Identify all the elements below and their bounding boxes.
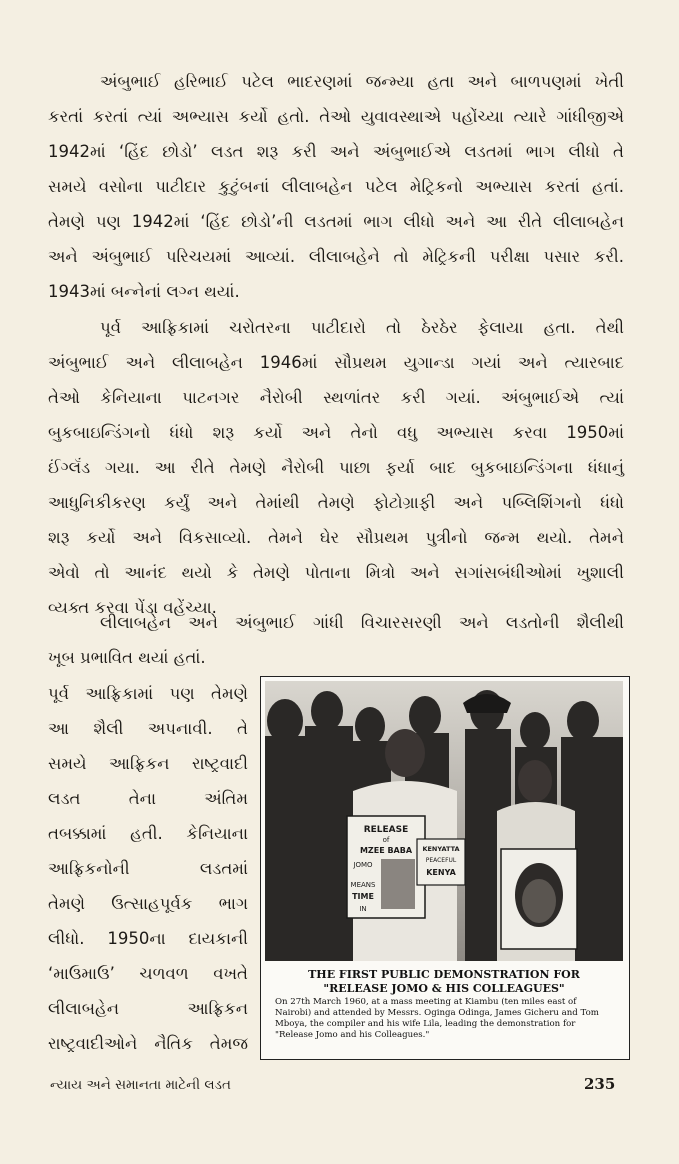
photo-illustration: [265, 681, 623, 961]
paragraph-2: [48, 310, 624, 625]
p2-line-5: આધુનિકીકરણ કર્યું અને તેમાંથી તેમણે ફોટોગ્રાફી અને પબ્લિશિંગનો ધંધો: [48, 493, 624, 512]
page-number: 235: [584, 1075, 616, 1093]
p2-line-3: બુકબાઇન્ડિંગનો ધંધો શરૂ કર્યો અને તેનો વધુ અભ્યાસ કરવા 1950માં: [48, 423, 624, 442]
caption-line-2: Mboya, the compiler and his wife Lila, leading the demonstration for: [275, 1019, 576, 1029]
sign-text-5: TIME: [352, 892, 374, 901]
sign-text-6: IN: [359, 905, 367, 913]
paragraph-3: [48, 605, 624, 675]
p2-line-2: તેઓ કેનિયાના પાટનગર નૈરોબી સ્થળાંતર કરી ગયાં. અંબુભાઈએ ત્યાં: [48, 388, 624, 407]
col-line-7: લીધો. 1950ના દાયકાની: [48, 929, 248, 948]
col-line-8: ‘માઉમાઉ’ ચળવળ વખતે: [48, 964, 248, 983]
caption-line-3: "Release Jomo and his Colleagues.": [275, 1030, 430, 1040]
col-line-1: આ શૈલી અપનાવી. તે: [48, 719, 248, 738]
running-footer-title: ન્યાય અને સમાનતા માટેની લડત: [50, 1077, 231, 1093]
p1-line-6: 1943માં બન્નેનાં લગ્ન થયાં.: [48, 282, 240, 301]
sign-text-1: of: [382, 836, 390, 844]
p1-line-2: 1942માં ‘હિંદ છોડો’ લડત શરૂ કરી અને અંબુભાઈએ લડતમાં ભાગ લીધો તે: [48, 142, 624, 161]
sign-right-text-1: PEACEFUL: [425, 857, 457, 864]
caption-body: [275, 997, 615, 1041]
col-line-5: આફ્રિકનોની લડતમાં: [48, 859, 248, 878]
p2-line-4: ઈંગ્લૅંડ ગયા. આ રીતે તેમણે નૈરોબી પાછા ફર્યા બાદ બુકબાઇન્ડિંગના ધંધાનું: [48, 458, 624, 477]
narrow-text-column: [48, 676, 248, 1061]
p3-line-1: ખૂબ પ્રભાવિત થયાં હતાં.: [48, 648, 206, 667]
col-line-10: રાષ્ટ્રવાદીઓને નૈતિક તેમજ: [48, 1034, 248, 1053]
caption-title: [267, 968, 621, 996]
p2-line-6: શરૂ કર્યો અને વિકસાવ્યો. તેમને ઘેર સૌપ્રથમ પુત્રીનો જન્મ થયો. તેમને: [48, 528, 624, 547]
sign-text-3: JOMO: [353, 861, 373, 869]
col-line-2: સમયે આફ્રિકન રાષ્ટ્રવાદી: [48, 754, 248, 773]
photo-figure: [260, 676, 630, 1060]
sign-left: [347, 816, 425, 918]
col-line-0: પૂર્વ આફ્રિકામાં પણ તેમણે: [48, 684, 248, 703]
caption-line-0: On 27th March 1960, at a mass meeting at Kiambu (ten miles east of: [275, 997, 577, 1007]
p2-line-7: એવો તો આનંદ થયો કે તેમણે પોતાના મિત્રો અને સગાંસબંધીઓમાં ખુશાલી: [48, 563, 624, 582]
paragraph-1: [48, 64, 624, 309]
caption-title-line-1: THE FIRST PUBLIC DEMONSTRATION FOR: [308, 968, 580, 981]
col-line-6: તેમણે ઉત્સાહપૂર્વક ભાગ: [48, 894, 248, 913]
sign-right: [417, 839, 465, 885]
p2-line-1: અંબુભાઈ અને લીલાબહેન 1946માં સૌપ્રથમ યુગાન્ડા ગયાં અને ત્યારબાદ: [48, 353, 624, 372]
sign-right-text-2: KENYA: [426, 868, 456, 877]
p2-line-8: વ્યક્ત કરવા પેંડા વહેંચ્યા.: [48, 598, 217, 617]
sign-text-0: RELEASE: [363, 825, 409, 835]
p1-line-0: અંબુભાઈ હરિભાઈ પટેલ ભાદરણમાં જન્મ્યા હતા અને બાળપણમાં ખેતી: [100, 72, 624, 91]
sign-text-4: MEANS: [350, 881, 376, 889]
p1-line-1: કરતાં કરતાં ત્યાં અભ્યાસ કર્યો હતો. તેઓ યુવાવસ્થાએ પહોંચ્યા ત્યારે ગાંધીજીએ: [48, 107, 624, 126]
p1-line-4: તેમણે પણ 1942માં ‘હિંદ છોડો’ની લડતમાં ભાગ લીધો અને આ રીતે લીલાબહેન: [48, 212, 624, 231]
sign-text-2: MZEE BABA: [359, 846, 413, 855]
caption-line-1: Nairobi) and attended by Messrs. Oginga Odinga, James Gicheru and Tom: [275, 1008, 599, 1018]
col-line-4: તબક્કામાં હતી. કેનિયાના: [48, 824, 248, 843]
demonstration-photo: [265, 681, 623, 961]
col-line-9: લીલાબહેન આફ્રિકન: [48, 999, 248, 1018]
p1-line-5: અને અંબુભાઈ પરિચયમાં આવ્યાં. લીલાબહેને તો મેટ્રિકની પરીક્ષા પસાર કરી.: [48, 247, 624, 266]
p1-line-3: સમયે વસોના પાટીદાર કુટુંબનાં લીલાબહેન પટેલ મેટ્રિકનો અભ્યાસ કરતાં હતાં.: [48, 177, 624, 196]
p3-line-0: લીલાબહેન અને અંબુભાઈ ગાંધી વિચારસરણી અને લડતોની શૈલીથી: [100, 613, 624, 632]
sign-right-text-0: KENYATTA: [422, 845, 460, 853]
p2-line-0: પૂર્વ આફ્રિકામાં ચરોતરના પાટીદારો તો ઠેરઠેર ફેલાયા હતા. તેથી: [100, 318, 624, 337]
col-line-3: લડત તેના અંતિમ: [48, 789, 248, 808]
caption-title-line-2: "RELEASE JOMO & HIS COLLEAGUES": [323, 982, 565, 995]
